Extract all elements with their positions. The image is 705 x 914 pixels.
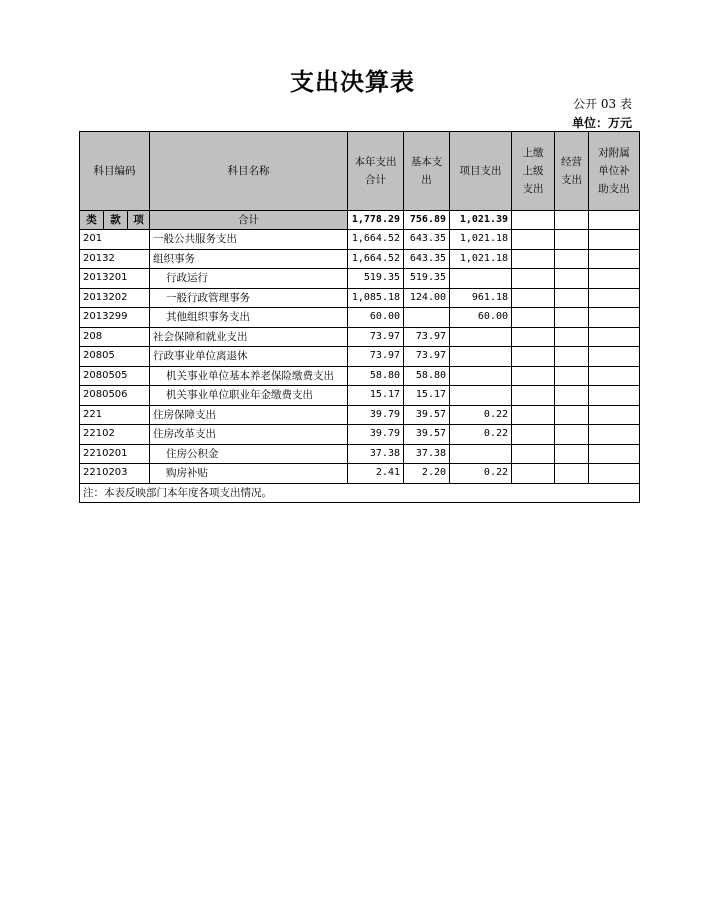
unit-label: 单位：万元 (571, 116, 632, 130)
row-total: 37.38 (348, 444, 404, 464)
row-total: 1,664.52 (348, 249, 404, 269)
row-upper (512, 327, 555, 347)
table-row (80, 230, 640, 250)
header-project: 项目支出 (450, 132, 512, 211)
row-business (555, 230, 589, 250)
row-total: 73.97 (348, 347, 404, 367)
row-basic (404, 308, 450, 328)
header-row (80, 132, 640, 211)
row-total: 39.79 (348, 425, 404, 445)
row-total: 15.17 (348, 386, 404, 406)
row-subsidy (589, 425, 640, 445)
total-project: 1,021.39 (450, 211, 512, 230)
row-project: 0.22 (450, 425, 512, 445)
row-name: 行政事业单位离退休 (150, 347, 348, 367)
row-basic: 39.57 (404, 405, 450, 425)
row-total: 1,085.18 (348, 288, 404, 308)
total-business (555, 211, 589, 230)
total-basic: 756.89 (404, 211, 450, 230)
table-row (80, 425, 640, 445)
row-code: 20805 (80, 347, 150, 367)
row-subsidy (589, 249, 640, 269)
row-basic: 58.80 (404, 366, 450, 386)
header-xiang: 项 (128, 211, 150, 230)
row-basic: 73.97 (404, 347, 450, 367)
table-row (80, 347, 640, 367)
row-basic: 643.35 (404, 249, 450, 269)
row-business (555, 288, 589, 308)
row-code: 2013202 (80, 288, 150, 308)
row-subsidy (589, 327, 640, 347)
table-note: 注：本表反映部门本年度各项支出情况。 (80, 483, 640, 503)
table-row (80, 464, 640, 484)
row-code: 2013299 (80, 308, 150, 328)
row-subsidy (589, 464, 640, 484)
header-total: 本年支出合计 (348, 132, 404, 211)
report-title: 支出决算表 (290, 68, 415, 96)
row-project (450, 366, 512, 386)
row-code: 2080505 (80, 366, 150, 386)
row-basic: 37.38 (404, 444, 450, 464)
row-upper (512, 230, 555, 250)
total-upper (512, 211, 555, 230)
row-upper (512, 249, 555, 269)
row-code: 20132 (80, 249, 150, 269)
row-name: 其他组织事务支出 (150, 308, 348, 328)
header-name: 科目名称 (150, 132, 348, 211)
row-project: 961.18 (450, 288, 512, 308)
row-project (450, 386, 512, 406)
row-business (555, 269, 589, 289)
row-total: 519.35 (348, 269, 404, 289)
row-subsidy (589, 347, 640, 367)
total-row (80, 211, 640, 230)
row-business (555, 249, 589, 269)
table-row (80, 366, 640, 386)
row-code: 2013201 (80, 269, 150, 289)
header-subsidy: 对附属单位补助支出 (589, 132, 640, 211)
total-amount: 1,778.29 (348, 211, 404, 230)
row-project (450, 347, 512, 367)
header-basic: 基本支出 (404, 132, 450, 211)
expenditure-table (79, 131, 640, 503)
row-subsidy (589, 308, 640, 328)
table-row (80, 288, 640, 308)
row-business (555, 366, 589, 386)
row-name: 社会保障和就业支出 (150, 327, 348, 347)
row-upper (512, 347, 555, 367)
total-label: 合计 (150, 211, 348, 230)
table-row (80, 386, 640, 406)
row-name: 住房公积金 (150, 444, 348, 464)
header-kuan: 款 (104, 211, 128, 230)
table-row (80, 405, 640, 425)
row-code: 221 (80, 405, 150, 425)
table-row (80, 444, 640, 464)
table-row (80, 308, 640, 328)
row-basic: 73.97 (404, 327, 450, 347)
row-business (555, 405, 589, 425)
row-subsidy (589, 269, 640, 289)
row-subsidy (589, 288, 640, 308)
row-upper (512, 405, 555, 425)
row-name: 组织事务 (150, 249, 348, 269)
row-business (555, 444, 589, 464)
row-code: 2080506 (80, 386, 150, 406)
note-row (80, 483, 640, 503)
row-upper (512, 269, 555, 289)
row-subsidy (589, 230, 640, 250)
row-upper (512, 444, 555, 464)
row-project: 1,021.18 (450, 249, 512, 269)
row-subsidy (589, 386, 640, 406)
row-project: 60.00 (450, 308, 512, 328)
row-name: 住房改革支出 (150, 425, 348, 445)
header-business: 经营支出 (555, 132, 589, 211)
row-total: 73.97 (348, 327, 404, 347)
row-total: 58.80 (348, 366, 404, 386)
row-total: 60.00 (348, 308, 404, 328)
row-project: 0.22 (450, 405, 512, 425)
row-subsidy (589, 444, 640, 464)
row-business (555, 308, 589, 328)
row-project: 0.22 (450, 464, 512, 484)
row-basic: 124.00 (404, 288, 450, 308)
row-upper (512, 308, 555, 328)
table-row (80, 249, 640, 269)
table-row (80, 269, 640, 289)
row-total: 1,664.52 (348, 230, 404, 250)
row-basic: 2.20 (404, 464, 450, 484)
row-project (450, 444, 512, 464)
row-code: 2210203 (80, 464, 150, 484)
total-subsidy (589, 211, 640, 230)
row-name: 一般行政管理事务 (150, 288, 348, 308)
row-name: 行政运行 (150, 269, 348, 289)
row-upper (512, 366, 555, 386)
row-name: 住房保障支出 (150, 405, 348, 425)
row-basic: 15.17 (404, 386, 450, 406)
row-business (555, 327, 589, 347)
row-basic: 519.35 (404, 269, 450, 289)
form-number: 公开 03 表 (573, 97, 632, 111)
row-name: 购房补贴 (150, 464, 348, 484)
row-subsidy (589, 405, 640, 425)
row-business (555, 347, 589, 367)
row-total: 2.41 (348, 464, 404, 484)
row-subsidy (589, 366, 640, 386)
row-project (450, 327, 512, 347)
row-total: 39.79 (348, 405, 404, 425)
row-upper (512, 386, 555, 406)
row-name: 机关事业单位职业年金缴费支出 (150, 386, 348, 406)
row-code: 201 (80, 230, 150, 250)
row-basic: 39.57 (404, 425, 450, 445)
row-name: 一般公共服务支出 (150, 230, 348, 250)
row-project: 1,021.18 (450, 230, 512, 250)
row-code: 22102 (80, 425, 150, 445)
table-row (80, 327, 640, 347)
row-basic: 643.35 (404, 230, 450, 250)
header-code: 科目编码 (80, 132, 150, 211)
header-upper: 上缴上级支出 (512, 132, 555, 211)
row-business (555, 425, 589, 445)
row-upper (512, 464, 555, 484)
row-code: 208 (80, 327, 150, 347)
row-upper (512, 425, 555, 445)
row-upper (512, 288, 555, 308)
header-lei: 类 (80, 211, 104, 230)
row-name: 机关事业单位基本养老保险缴费支出 (150, 366, 348, 386)
row-project (450, 269, 512, 289)
row-business (555, 386, 589, 406)
row-business (555, 464, 589, 484)
row-code: 2210201 (80, 444, 150, 464)
